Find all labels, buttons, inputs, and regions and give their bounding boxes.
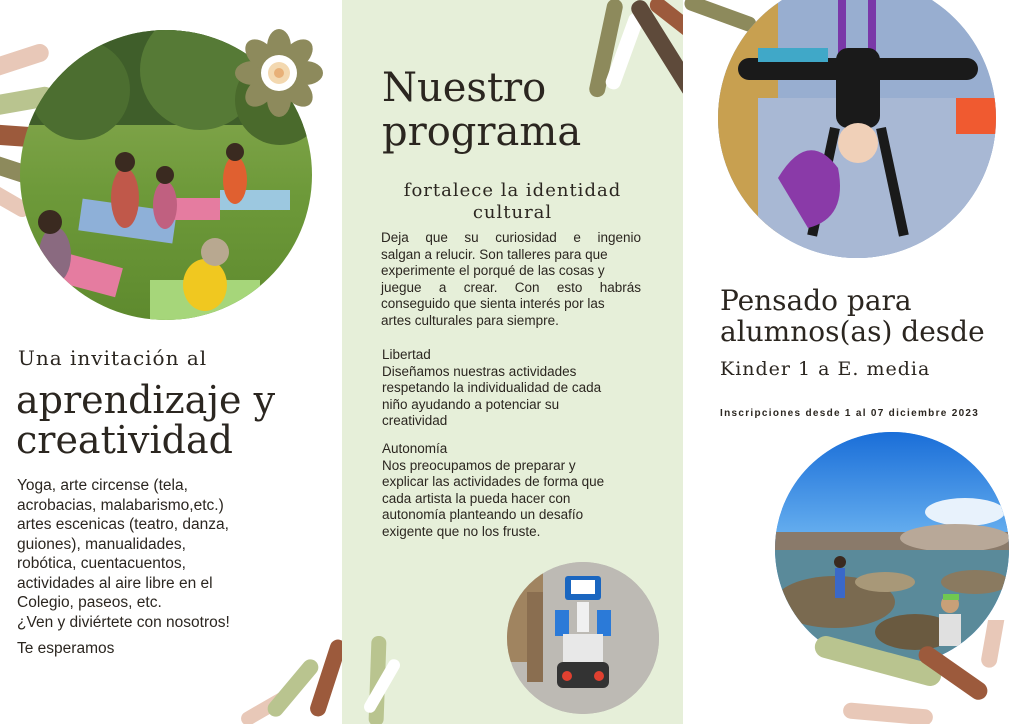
aerial-silk-photo bbox=[718, 0, 996, 258]
program-title-line1: Nuestro bbox=[382, 65, 547, 111]
headline-line2: creatividad bbox=[16, 418, 233, 462]
left-panel bbox=[0, 0, 342, 724]
autonomia-title: Autonomía bbox=[382, 441, 448, 456]
target-heading-line1: Pensado para bbox=[720, 284, 912, 317]
activity-line: guiones), manualidades, bbox=[17, 535, 186, 553]
robot-photo bbox=[507, 562, 659, 714]
bottom-right-brush-strokes-decoration bbox=[803, 620, 1024, 724]
activities-list bbox=[17, 476, 230, 632]
headline-line1: aprendizaje y bbox=[16, 378, 276, 422]
flower-decoration bbox=[234, 28, 324, 118]
intro-text: Una invitación al bbox=[18, 346, 208, 370]
robot-illustration bbox=[507, 562, 659, 714]
grade-range: Kinder 1 a E. media bbox=[720, 358, 931, 380]
aerial-scene-illustration bbox=[718, 0, 996, 258]
activity-line: robótica, cuentacuentos, bbox=[17, 555, 186, 572]
target-heading-line2: alumnos(as) desde bbox=[720, 315, 985, 348]
top-middle-brush-strokes-decoration bbox=[562, 0, 683, 120]
program-title-line2: programa bbox=[382, 109, 582, 155]
activity-line: Yoga, arte circense (tela, bbox=[17, 477, 188, 494]
libertad-title: Libertad bbox=[382, 347, 431, 362]
bottom-middle-brush-strokes-decoration bbox=[342, 630, 402, 724]
closing-text: Te esperamos bbox=[17, 640, 115, 657]
bottom-left-brush-strokes-decoration bbox=[230, 630, 342, 724]
activity-line: acrobacias, malabarismo,etc.) bbox=[17, 496, 224, 514]
libertad-section: Libertad Diseñamos nuestras actividades respetando la individualidad de cada niño ayudando a potenciar su creatividad bbox=[382, 347, 602, 428]
subtitle-line1: fortalece la identidad bbox=[403, 180, 622, 201]
activity-line: artes escenicas (teatro, danza, bbox=[17, 516, 229, 533]
intro-paragraph: Deja que su curiosidad e ingenio salgan a relucir. Son talleres para que experimente el porqué de las cosas y juegue a crear. Con esto habrás conseguido que sienta interés por las artes culturales para siempre. bbox=[381, 230, 641, 328]
activity-line: actividades al aire libre en el bbox=[17, 574, 213, 592]
activity-line: ¿Ven y diviértete con nosotros! bbox=[17, 613, 230, 631]
subtitle-line2: cultural bbox=[472, 202, 553, 223]
enrollment-dates: Inscripciones desde 1 al 07 diciembre 2023 bbox=[720, 408, 980, 419]
activity-line: Colegio, paseos, etc. bbox=[17, 594, 162, 611]
autonomia-section: Autonomía Nos preocupamos de preparar y explicar las actividades de forma que cada artista la pueda hacer con autonomía planteando un desafío exigente que no los fruste. bbox=[382, 441, 605, 539]
right-panel bbox=[683, 0, 1024, 724]
middle-panel bbox=[342, 0, 683, 724]
